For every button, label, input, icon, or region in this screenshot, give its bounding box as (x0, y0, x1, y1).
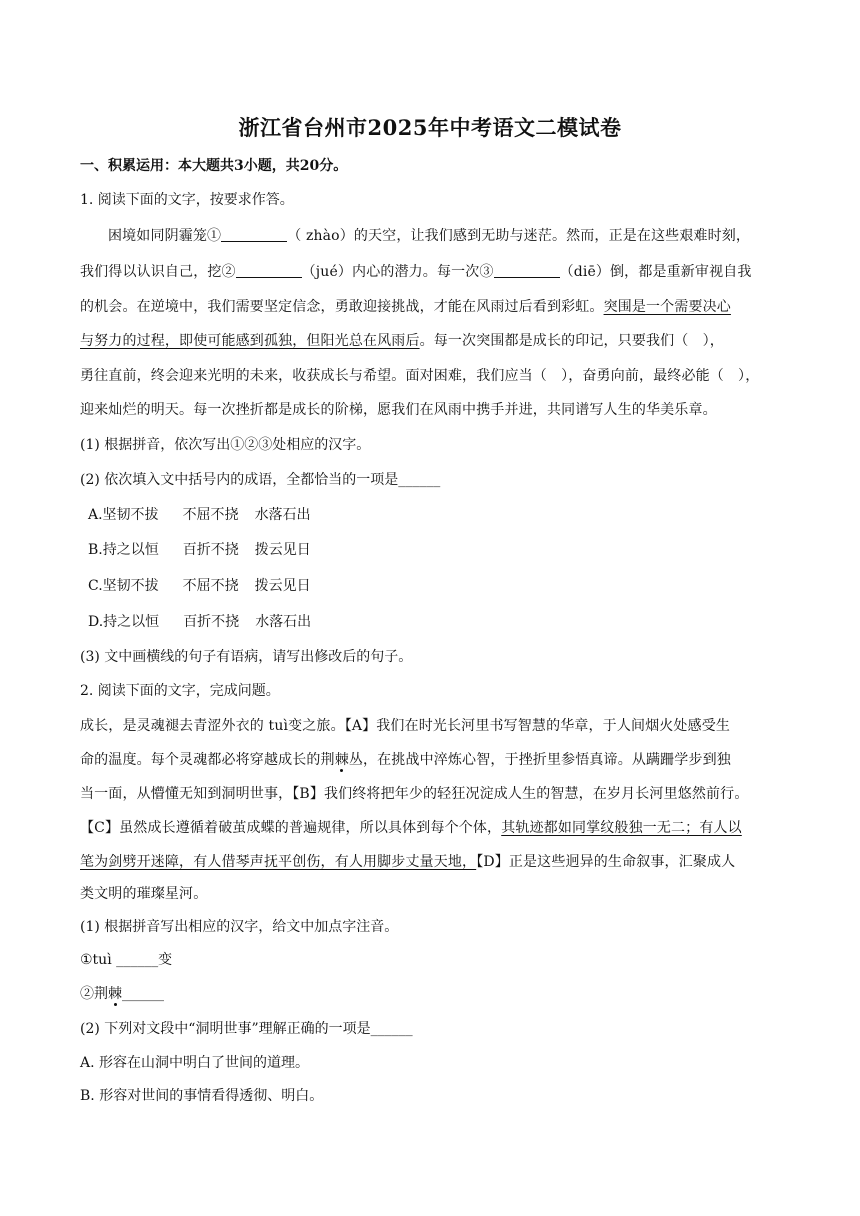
q1-passage-line-3: 的机会。在逆境中，我们需要坚定信念，勇敢迎接挑战，才能在风雨过后看到彩虹。突围是一个需要决心 (80, 299, 731, 315)
underlined-sentence-cont: 与努力的过程，即使可能感到孤独，但阳光总在风雨后 (80, 333, 420, 349)
option-c[interactable]: C.坚韧不拔 不屈不挠 拨云见日 (88, 578, 311, 594)
dotted-char: 棘 (334, 752, 349, 768)
q1-sub-question-2: (2) 依次填入文中括号内的成语，全都恰当的一项是______ (80, 472, 441, 488)
q2-passage-line-5: 笔为剑劈开迷障，有人借琴声抚平创伤，有人用脚步丈量天地，【D】正是这些迥异的生命叙事，汇聚成人 (80, 854, 736, 870)
q2-option-b[interactable]: B. 形容对世间的事情看得透彻、明白。 (80, 1088, 324, 1104)
question-2-stem: 2. 阅读下面的文字，完成问题。 (80, 683, 280, 699)
underlined-sentence-2: 其轨迹都如同掌纹般独一无二；有人以 (501, 820, 742, 836)
q1-passage-line-5: 勇往直前，终会迎来光明的未来，收获成长与希望。面对困难，我们应当（ ），奋勇向前，最终必能（ ）， (80, 368, 760, 384)
q2-passage-line-6: 类文明的璀璨星河。 (80, 886, 208, 902)
q2-answer-2[interactable]: ②荆棘______ (80, 986, 164, 1002)
q2-passage-line-4: 【C】虽然成长遵循着破茧成蝶的普遍规律，所以具体到每个个体，其轨迹都如同掌纹般独一无二；有人以 (80, 820, 742, 836)
blank-2[interactable] (236, 263, 302, 278)
q2-option-a[interactable]: A. 形容在山洞中明白了世间的道理。 (80, 1055, 310, 1071)
q2-passage-line-3: 当一面，从懵懂无知到洞明世事，【B】我们终将把年少的轻狂况淀成人生的智慧，在岁月长河里悠然前行。 (80, 786, 749, 802)
q2-passage-line-2: 命的温度。每个灵魂都必将穿越成长的荆棘丛，在挑战中淬炼心智，于挫折里参悟真谛。从蹒跚学步到独 (80, 752, 731, 768)
option-d[interactable]: D.持之以恒 百折不挠 水落石出 (88, 614, 312, 630)
q1-passage-line-4: 与努力的过程，即使可能感到孤独，但阳光总在风雨后。每一次突围都是成长的印记，只要我们（ ）， (80, 333, 724, 349)
q1-passage-line-2: 我们得以认识自己，挖② （jué）内心的潜力。每一次③ （diē）倒，都是重新审视自我 (80, 264, 752, 280)
underlined-sentence: 突围是一个需要决心 (603, 299, 731, 315)
q1-passage-line-6: 迎来灿烂的明天。每一次挫折都是成长的阶梯，愿我们在风雨中携手并进，共同谱写人生的华美乐章。 (80, 402, 717, 418)
q2-sub-question-1: (1) 根据拼音写出相应的汉字，给文中加点字注音。 (80, 919, 399, 935)
q2-passage-line-1: 成长，是灵魂褪去青涩外衣的 tuì变之旅。【A】我们在时光长河里书写智慧的华章，于人间烟火处感受生 (80, 718, 731, 734)
option-a[interactable]: A.坚韧不拔 不屈不挠 水落石出 (88, 507, 311, 523)
q1-sub-question-3: (3) 文中画横线的句子有语病，请写出修改后的句子。 (80, 649, 413, 665)
q1-sub-question-1: (1) 根据拼音，依次写出①②③处相应的汉字。 (80, 437, 371, 453)
section-heading: 一、积累运用：本大题共3小题，共20分。 (80, 158, 348, 174)
blank-1[interactable] (221, 227, 287, 242)
option-b[interactable]: B.持之以恒 百折不挠 拨云见日 (88, 542, 311, 558)
page-title: 浙江省台州市2025年中考语文二模试卷 (238, 115, 622, 140)
q2-answer-1[interactable]: ①tuì ______变 (80, 952, 173, 968)
question-1-stem: 1. 阅读下面的文字，按要求作答。 (80, 192, 294, 208)
q1-passage-line-1: 困境如同阴霾笼① （ zhào）的天空，让我们感到无助与迷茫。然而，正是在这些艰难时刻， (108, 228, 751, 244)
q2-sub-question-2: (2) 下列对文段中“洞明世事”理解正确的一项是______ (80, 1021, 413, 1037)
blank-3[interactable] (494, 263, 560, 278)
